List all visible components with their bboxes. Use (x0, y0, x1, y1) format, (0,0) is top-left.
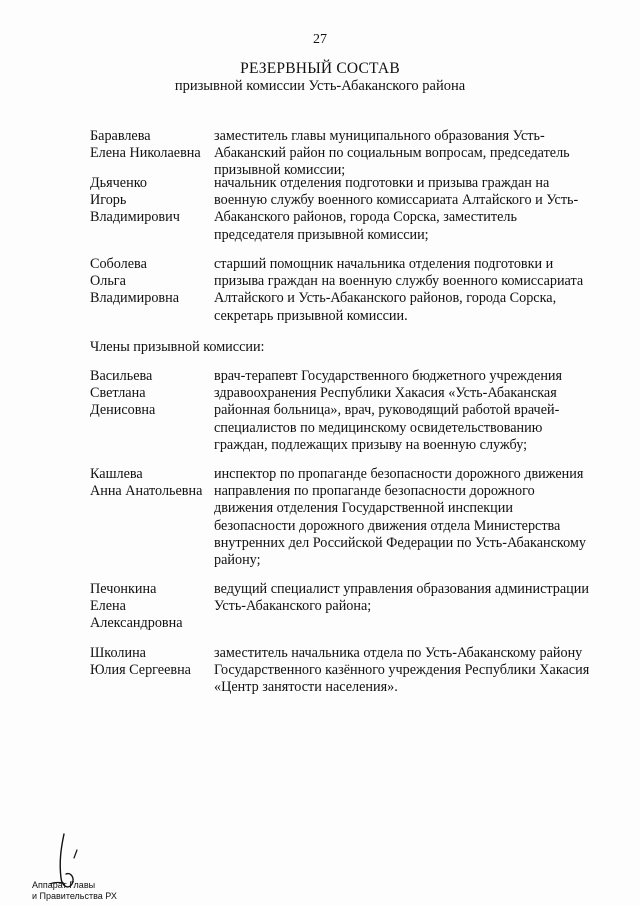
person-name: Дьяченко Игорь Владимирович (90, 175, 180, 226)
page-number: 27 (313, 32, 327, 47)
person-name: Печонкина Елена Александровна (90, 581, 183, 632)
person-role: ведущий специалист управления образования администрации Усть-Абаканского района; (214, 581, 589, 615)
person-name: Баравлева Елена Николаевна (90, 128, 201, 162)
person-name: Васильева Светлана Денисовна (90, 368, 156, 419)
person-name: Соболева Ольга Владимировна (90, 256, 179, 307)
person-role: начальник отделения подготовки и призыва граждан на военную службу военного комиссариата Алтайского и Усть- Абаканского районов, города Сорска, заместитель председателя призывной комиссии; (214, 175, 579, 243)
person-name: Школина Юлия Сергеевна (90, 645, 191, 679)
person-name: Кашлева Анна Анатольевна (90, 466, 203, 500)
person-role: заместитель начальника отдела по Усть-Абаканскому району Государственного казённого учреждения Республики Хакасия «Центр занятости населения». (214, 645, 590, 696)
person-role: врач-терапевт Государственного бюджетного учреждения здравоохранения Республики Хакасия «Усть-Абаканская районная больница», врач, руководящий работой врачей- специалистов по медицинскому освидетельствованию граждан, подлежащих призыву на военную службу; (214, 368, 563, 453)
person-role: заместитель главы муниципального образования Усть- Абаканский район по социальным вопросам, председатель призывной комиссии; (214, 128, 570, 179)
document-subtitle: призывной комиссии Усть-Абаканского района (174, 78, 466, 94)
stamp-line-1: Аппарат Главы (32, 880, 96, 890)
document-title: РЕЗЕРВНЫЙ СОСТАВ (240, 60, 400, 77)
office-stamp (28, 828, 138, 902)
person-role: старший помощник начальника отделения подготовки и призыва граждан на военную службу военного комиссариата Алтайского и Усть-Абаканского районов, города Сорска, секретарь призывной комиссии. (214, 256, 584, 324)
person-role: инспектор по пропаганде безопасности дорожного движения направления по пропаганде безопасности дорожного движения отделения Государственной инспекции безопасности дорожного движения отдела Министерства внутренних дел Российской Федерации по Усть-Абаканскому району; (214, 466, 586, 569)
members-heading: Члены призывной комиссии: (90, 339, 265, 355)
stamp-line-2: и Правительства РХ (32, 891, 117, 901)
